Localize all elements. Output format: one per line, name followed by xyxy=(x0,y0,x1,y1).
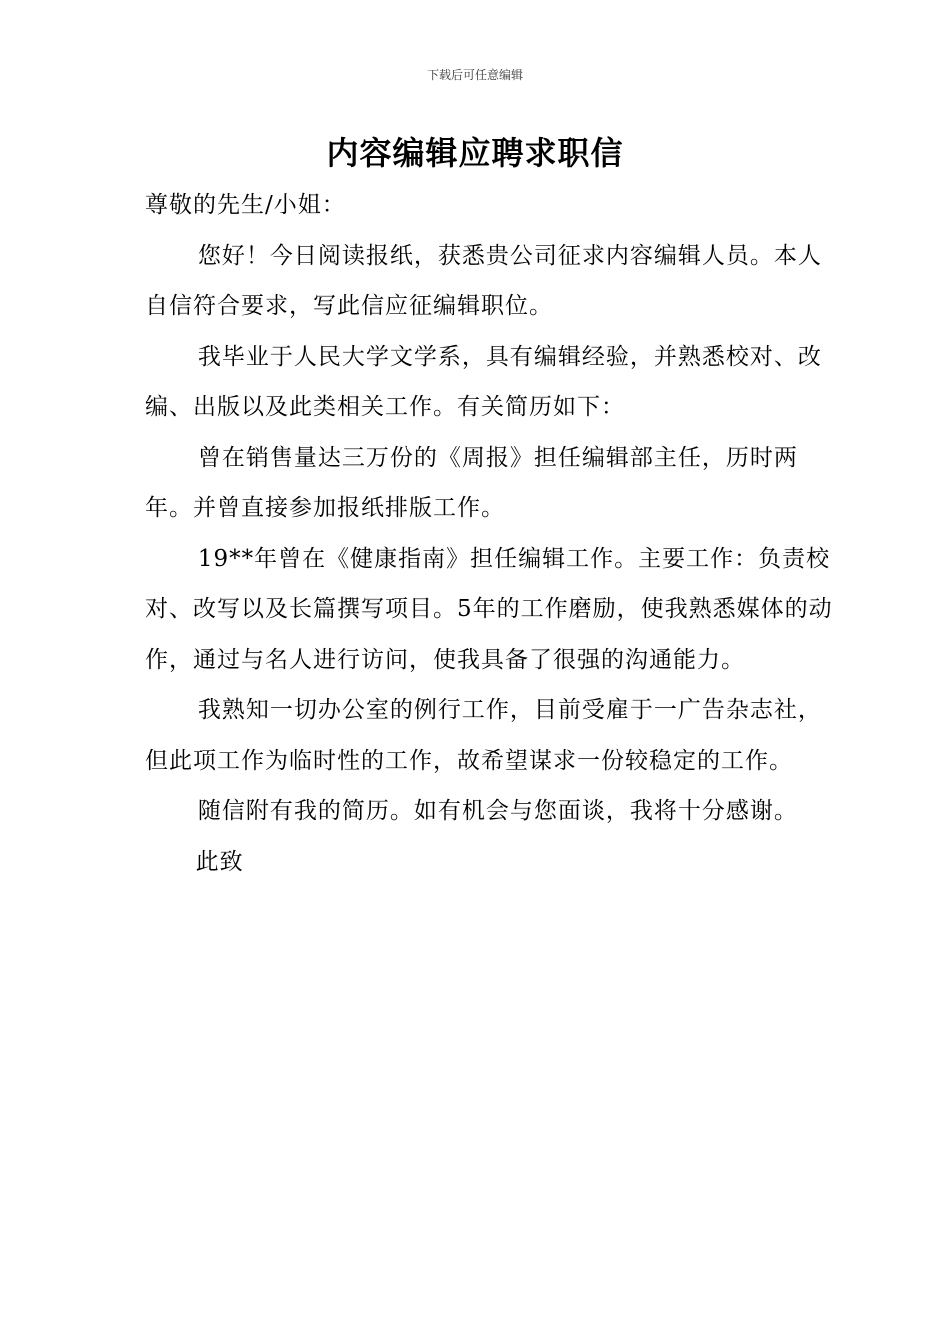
paragraph-education: 我毕业于人民大学文学系，具有编辑经验，并熟悉校对、改编、出版以及此类相关工作。有关简历如下： xyxy=(145,343,822,420)
paragraph-weekly-experience: 曾在销售量达三万份的《周报》担任编辑部主任，历时两年。并曾直接参加报纸排版工作。 xyxy=(145,444,798,521)
paragraph-greeting: 您好！今日阅读报纸，获悉贵公司征求内容编辑人员。本人自信符合要求，写此信应征编辑职位。 xyxy=(145,242,822,319)
header-note: 下载后可任意编辑 xyxy=(426,68,523,82)
paragraph-current-job: 我熟知一切办公室的例行工作，目前受雇于一广告杂志社，但此项工作为临时性的工作，故希望谋求一份较稳定的工作。 xyxy=(145,697,822,774)
document-title: 内容编辑应聘求职信 xyxy=(326,134,624,172)
salutation: 尊敬的先生/小姐： xyxy=(145,192,346,218)
paragraph-health-guide-experience: 19**年曾在《健康指南》担任编辑工作。主要工作：负责校对、改写以及长篇撰写项目。5年的工作磨励，使我熟悉媒体的动作，通过与名人进行访问，使我具备了很强的沟通能力。 xyxy=(145,545,833,673)
paragraph-resume-attached: 随信附有我的简历。如有机会与您面谈，我将十分感谢。 xyxy=(197,798,798,824)
closing: 此致 xyxy=(195,848,244,875)
letter-body xyxy=(145,180,835,887)
